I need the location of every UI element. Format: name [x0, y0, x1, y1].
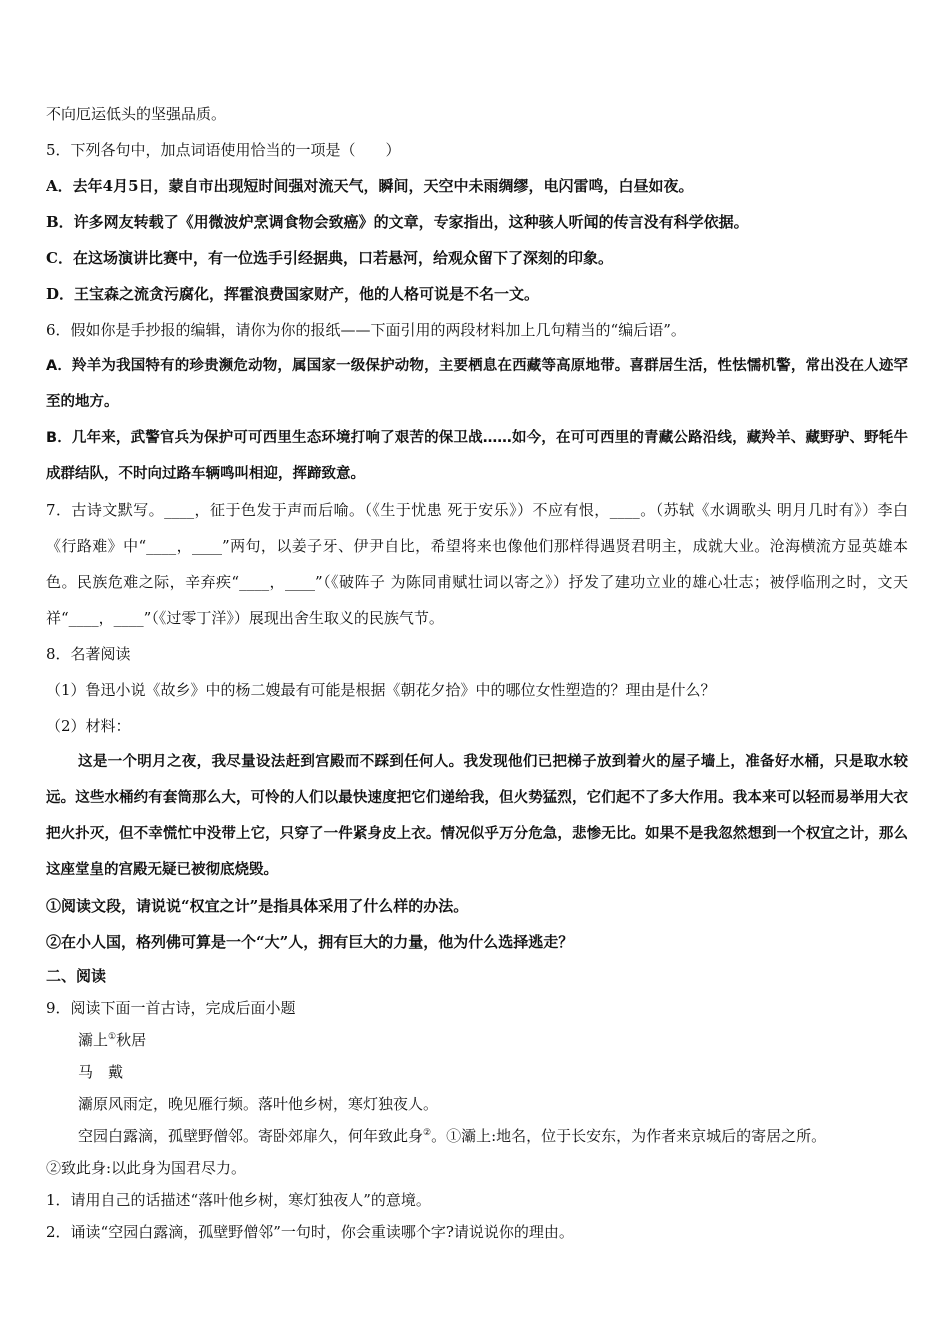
document-page	[46, 96, 908, 1248]
poem-line-2	[46, 1120, 908, 1152]
question-8-sub-1: ①阅读文段，请说说“权宜之计”是指具体采用了什么样的办法。	[46, 897, 469, 915]
poem-line-1: 灞原风雨定，晚见雁行频。落叶他乡树，寒灯独夜人。	[78, 1095, 439, 1113]
question-8-sub-2: ②在小人国，格列佛可算是一个“大”人，拥有巨大的力量，他为什么选择逃走？	[46, 933, 574, 951]
material-8: 这是一个明月之夜，我尽量设法赶到宫殿而不踩到任何人。我发现他们已把梯子放到着火的屋子墙上，准备好水桶，只是取水较远。这些水桶约有套筒那么大，可怜的人们以最快速度把它们递给我，但火势猛烈，它们起不了多大作用。我本来可以轻而易举用大衣把火扑灭，但不幸慌忙中没带上它，只穿了一件紧身皮上衣。情况似乎万分危急，悲惨无比。如果不是我忽然想到一个权宜之计，那么这座堂皇的宫殿无疑已被彻底烧毁。	[46, 754, 908, 878]
option-5c: C．在这场演讲比赛中，有一位选手引经据典，口若悬河，给观众留下了深刻的印象。	[46, 249, 613, 267]
continuation-line: 不向厄运低头的坚强品质。	[46, 105, 227, 123]
section-2-heading: 二、阅读	[46, 967, 107, 985]
poem-title	[46, 1024, 908, 1056]
question-9: 9．阅读下面一首古诗，完成后面小题	[46, 999, 296, 1017]
poem-line-2-text: 空园白露滴，孤壁野僧邻。寄卧郊扉久，何年致此身	[78, 1127, 424, 1145]
poem-author: 马 戴	[78, 1063, 124, 1081]
sub-question-1: 1．请用自己的话描述“落叶他乡树，寒灯独夜人”的意境。	[46, 1191, 431, 1209]
option-5b: B．许多网友转载了《用微波炉烹调食物会致癌》的文章，专家指出，这种骇人听闻的传言没有科学依据。	[46, 213, 749, 231]
question-8-part-2: （2）材料：	[46, 717, 131, 735]
poem-note-1: 。①灞上:地名，位于长安东，为作者来京城后的寄居之所。	[431, 1127, 827, 1145]
poem-title-text: 灞上	[78, 1031, 109, 1049]
question-7: 7．古诗文默写。____，征于色发于声而后喻。（《生于忧患 死于安乐》）不应有恨，____。（苏轼《水调歌头 明月几时有》）李白《行路难》中“____，____”两句，以姜子牙、伊尹自比，希望将来也像他们那样得遇贤君明主，成就大业。沧海横流方显英雄本色。民族危难之际，辛弃疾“____，____”（《破阵子 为陈同甫赋壮词以寄之》）抒发了建功立业的雄心壮志；被俘临刑之时，文天祥“____，____”（《过零丁洋》）展现出舍生取义的民族气节。	[46, 501, 908, 627]
option-5a: A．去年4月5日，蒙自市出现短时间强对流天气，瞬间，天空中未雨绸缪，电闪雷鸣，白昼如夜。	[46, 177, 694, 195]
material-6a: A．羚羊为我国特有的珍贵濒危动物，属国家一级保护动物，主要栖息在西藏等高原地带。喜群居生活，性怯懦机警，常出没在人迹罕至的地方。	[46, 358, 908, 410]
question-8: 8．名著阅读	[46, 645, 131, 663]
poem-title-footnote: ①	[108, 1032, 117, 1042]
poem-note-2: ②致此身:以此身为国君尽力。	[46, 1159, 247, 1177]
question-6: 6．假如你是手抄报的编辑，请你为你的报纸——下面引用的两段材料加上几句精当的“编后语”。	[46, 321, 686, 339]
question-5: 5．下列各句中，加点词语使用恰当的一项是（ ）	[46, 141, 401, 159]
material-6b: B．几年来，武警官兵为保护可可西里生态环境打响了艰苦的保卫战……如今，在可可西里的青藏公路沿线，藏羚羊、藏野驴、野牦牛成群结队，不时向过路车辆鸣叫相迎，挥蹄致意。	[46, 430, 908, 482]
option-5d: D．王宝森之流贪污腐化，挥霍浪费国家财产，他的人格可说是不名一文。	[46, 285, 540, 303]
question-8-part-1: （1）鲁迅小说《故乡》中的杨二嫂最有可能是根据《朝花夕拾》中的哪位女性塑造的？理由是什么？	[46, 681, 716, 699]
sub-question-2: 2．诵读“空园白露滴，孤壁野僧邻”一句时，你会重读哪个字?请说说你的理由。	[46, 1223, 574, 1241]
poem-title-rest: 秋居	[116, 1031, 147, 1049]
poem-line-2-footnote: ②	[423, 1128, 432, 1138]
